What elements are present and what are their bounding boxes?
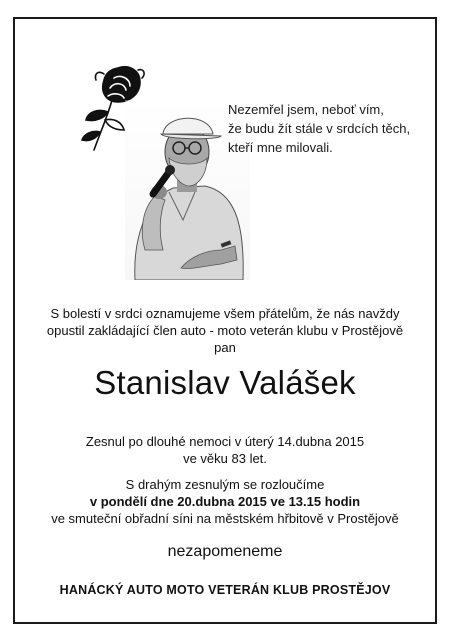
announcement-text — [20, 305, 430, 356]
death-info-line: ve věku 83 let. — [183, 451, 267, 466]
signature-club: HANÁCKÝ AUTO MOTO VETERÁN KLUB PROSTĚJOV — [59, 583, 391, 597]
closing-word: nezapomeneme — [167, 543, 283, 560]
poem-line: Nezemřel jsem, neboť vím, — [228, 102, 384, 117]
poem-line: že budu žít stále v srdcích těch, — [228, 121, 411, 136]
deceased-name: Stanislav Valášek — [94, 364, 356, 401]
funeral-info-line: S drahým zesnulým se rozloučíme — [125, 477, 325, 492]
announcement-line: pan — [214, 340, 236, 355]
memorial-poem — [228, 100, 428, 157]
announcement-line: S bolestí v srdci oznamujeme všem přátelům, že nás navždy — [50, 306, 400, 321]
funeral-info — [0, 476, 450, 527]
funeral-date-line: v pondělí dne 20.dubna 2015 ve 13.15 hodin — [89, 494, 361, 509]
funeral-place-line: ve smuteční obřadní síni na městském hřbitově v Prostějově — [51, 511, 399, 526]
poem-line: kteří mne milovali. — [228, 140, 333, 155]
death-info — [0, 433, 450, 467]
announcement-line: opustil zakládající člen auto - moto veterán klubu v Prostějově — [46, 323, 404, 338]
death-info-line: Zesnul po dlouhé nemoci v úterý 14.dubna 2015 — [85, 434, 365, 449]
